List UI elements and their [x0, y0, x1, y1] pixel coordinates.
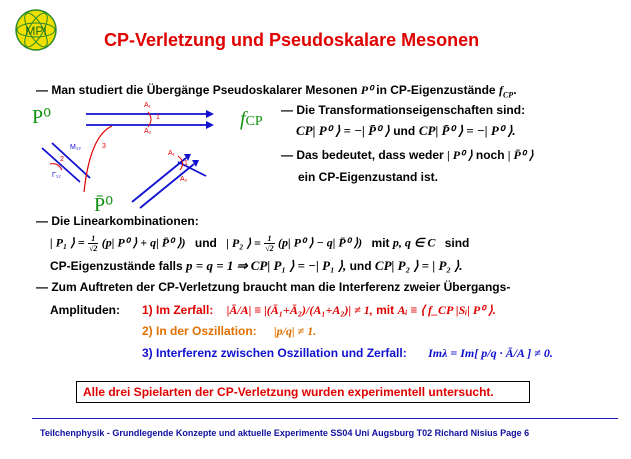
item-interferenz: 3) Interferenz zwischen Oszillation und Zerfall: Imλ = Im[ p/q · Ā/A ] ≠ 0.: [142, 346, 553, 360]
page-title: CP-Verletzung und Pseudoskalare Mesonen: [104, 30, 480, 50]
item-zerfall: 1) Im Zerfall: |Ā/A| ≡ |(Ā₁+Ā₂)/(A₁+A₂)| ≠ 1, mit Aᵢ ≡ ⟨ f_CP |Sᵢ| P⁰ ⟩.: [142, 303, 496, 317]
oneb-label: 1: [184, 160, 188, 167]
auftreten-heading: — Zum Auftreten der CP-Verletzung braucht man die Interferenz zweier Übergangs-: [36, 280, 511, 294]
two-label: 2: [60, 156, 64, 163]
linear-heading: — Die Linearkombinationen:: [36, 214, 199, 228]
intro-line: — Man studiert die Übergänge Pseudoskalarer Mesonen P⁰ in CP-Eigenzustände $f_{CP}$.: [36, 83, 517, 100]
amplituden-label: Amplituden:: [50, 303, 120, 317]
a1-label: A₁: [144, 102, 152, 109]
fcp-label: fCP: [240, 108, 263, 130]
item-oszillation: 2) In der Oszillation: |p/q| ≠ 1.: [142, 324, 317, 338]
one-label: 1: [156, 114, 160, 121]
bedeutet-line2: ein CP-Eigenzustand ist.: [298, 170, 439, 184]
p0-label: P⁰: [32, 106, 52, 128]
bedeutet-line: — Das bedeutet, dass weder | P⁰ ⟩ noch | P̄⁰ ⟩: [281, 148, 534, 162]
footer-rule: [32, 418, 618, 419]
mpi-logo: [14, 8, 58, 52]
transf-heading: — Die Transformationseigenschaften sind:: [281, 103, 526, 117]
logo-text: MPI: [25, 24, 47, 38]
footer: Teilchenphysik - Grundlegende Konzepte und aktuelle Experimente SS04 Uni Augsburg T02 Richard Nisius Page 6: [40, 428, 530, 438]
summary-text: Alle drei Spielarten der CP-Verletzung wurden experimentell untersucht.: [83, 385, 494, 399]
g12-label: Γ₁₂: [52, 172, 61, 179]
a2-label: A₂: [144, 128, 152, 135]
m12-label: M₁₂: [70, 144, 81, 151]
eigen-line: CP-Eigenzustände falls p = q = 1 ⇒ CP| P₁ ⟩ = −| P₁ ⟩, und CP| P₂ ⟩ = | P₂ ⟩.: [50, 258, 463, 273]
linear-equation: | P₁ ⟩ = $\frac{1}{√2}$ (p| P⁰ ⟩ + q| P̄⁰ ⟩) und | P₂ ⟩ = $\frac{1}{√2}$ (p| P⁰ ⟩ − q| P̄⁰ ⟩) mit p, q ∈ C sind: [50, 234, 470, 253]
a1b-label: A₁: [168, 150, 176, 157]
summary-box: [76, 381, 530, 403]
a2b-label: A₂: [180, 176, 188, 183]
p0bar-label: P̄⁰: [94, 194, 114, 216]
three-label: 3: [102, 143, 106, 150]
transf-equation: CP| P⁰ ⟩ = −| P̄⁰ ⟩ und CP| P̄⁰ ⟩ = −| P⁰ ⟩.: [296, 123, 516, 138]
